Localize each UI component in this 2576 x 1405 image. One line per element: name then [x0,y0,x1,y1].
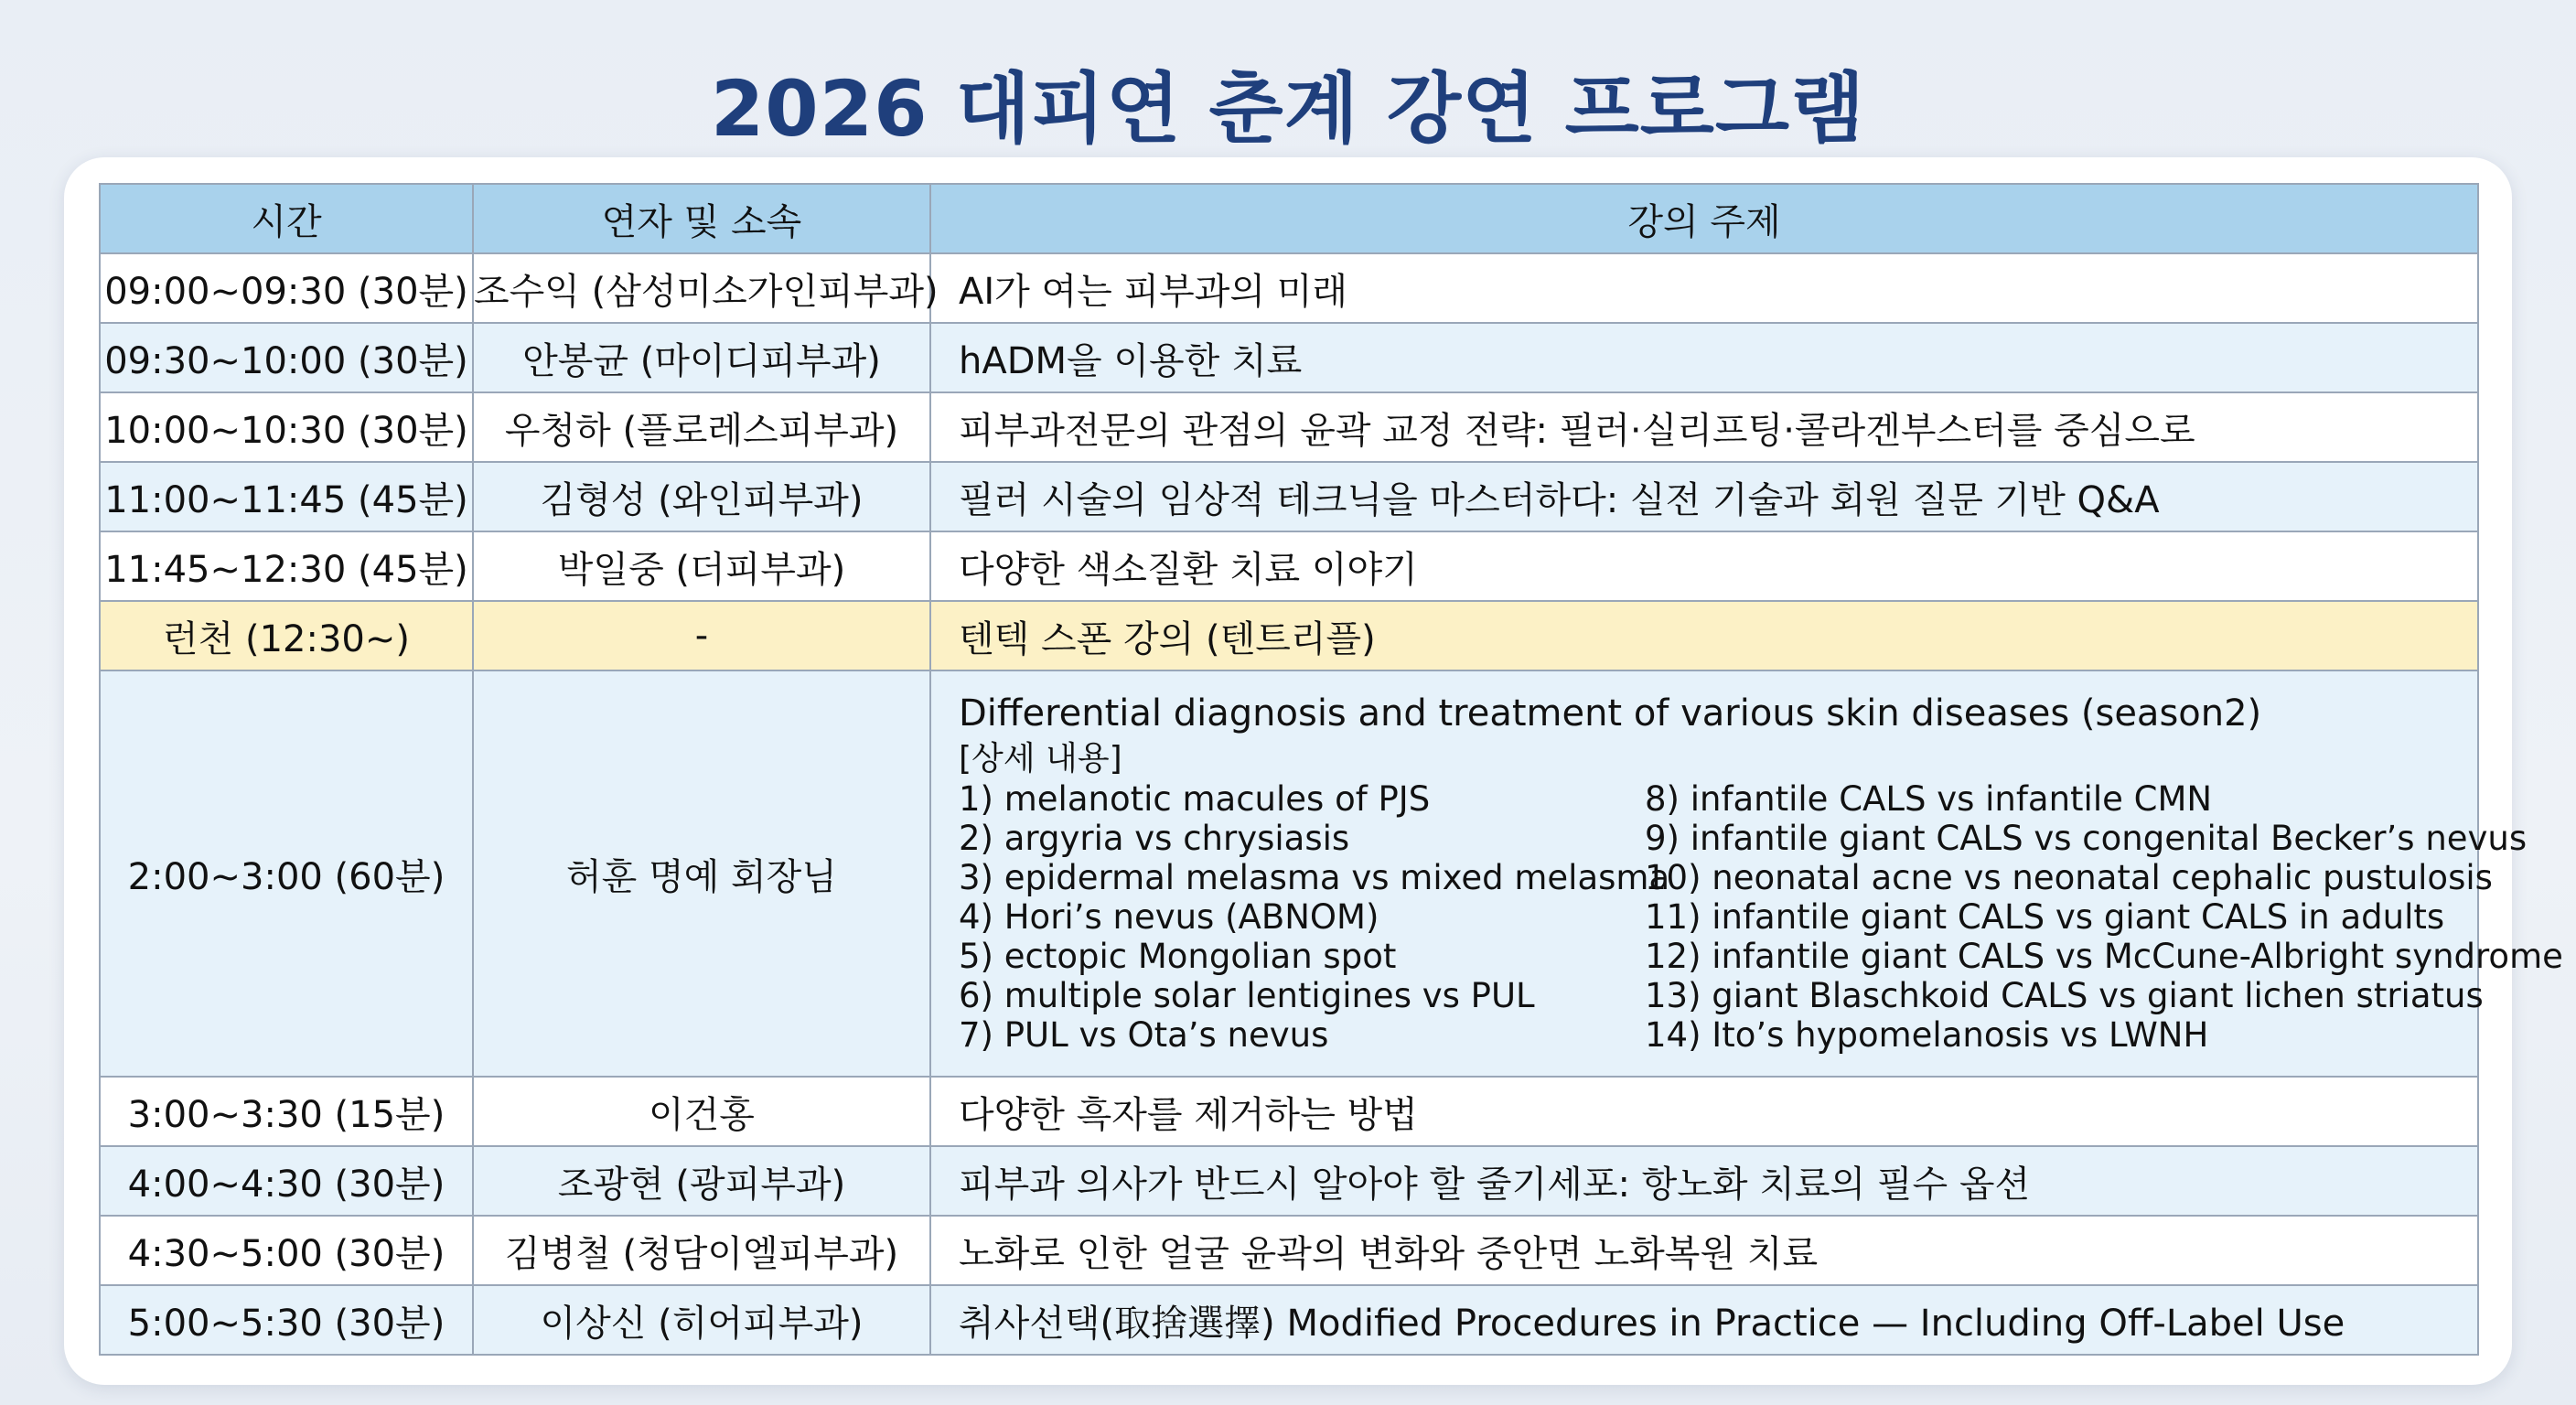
table-row [100,1285,2478,1355]
detail-item: 6) multiple solar lentigines vs PUL [959,975,1535,1015]
detail-item: 7) PUL vs Ota’s nevus [959,1014,1329,1055]
row-time: 5:00~5:30 (30분) [100,1285,473,1355]
table-row [100,462,2478,531]
row-time: 런천 (12:30~) [100,601,473,670]
detail-item: 9) infantile giant CALS vs congenital Becker’s nevus [1645,818,2528,858]
row-speaker: 안봉균 (마이디피부과) [473,323,930,392]
header-topic: 강의 주제 [930,184,2478,253]
row-time: 4:00~4:30 (30분) [100,1146,473,1216]
detail-item: 10) neonatal acne vs neonatal cephalic pustulosis [1645,857,2493,897]
row-speaker: 우청하 (플로레스피부과) [473,392,930,462]
lecture-title: Differential diagnosis and treatment of various skin diseases (season2) [959,692,2262,735]
row-time: 09:00~09:30 (30분) [100,253,473,323]
row-topic: 노화로 인한 얼굴 윤곽의 변화와 중안면 노화복원 치료 [930,1216,2478,1285]
row-speaker: 조광현 (광피부과) [473,1146,930,1216]
row-time: 2:00~3:00 (60분) [100,670,473,1077]
row-speaker: - [473,601,930,670]
featured-lecture-row [100,670,2478,1077]
table-row [100,1077,2478,1146]
program-table [99,183,2563,1356]
row-time: 11:00~11:45 (45분) [100,462,473,531]
row-topic: 다양한 흑자를 제거하는 방법 [930,1077,2478,1146]
detail-item: 4) Hori’s nevus (ABNOM) [959,896,1379,937]
detail-item: 5) ectopic Mongolian spot [959,936,1397,976]
row-time: 09:30~10:00 (30분) [100,323,473,392]
row-time: 3:00~3:30 (15분) [100,1077,473,1146]
detail-item: 11) infantile giant CALS vs giant CALS in adults [1645,896,2445,937]
row-speaker: 이상신 (히어피부과) [473,1285,930,1355]
detail-item: 14) Ito’s hypomelanosis vs LWNH [1645,1014,2209,1055]
detail-item: 2) argyria vs chrysiasis [959,818,1350,858]
detail-list-left [959,778,1670,1055]
row-speaker: 박일중 (더피부과) [473,531,930,601]
row-topic: 다양한 색소질환 치료 이야기 [930,531,2478,601]
detail-item: 12) infantile giant CALS vs McCune-Albright syndrome [1645,936,2563,976]
table-row [100,1146,2478,1216]
table-row [100,1216,2478,1285]
detail-item: 1) melanotic macules of PJS [959,778,1431,819]
page-title: 2026 대피연 춘계 강연 프로그램 [710,64,1866,154]
row-speaker: 이건홍 [473,1077,930,1146]
lunch-row [100,601,2478,670]
row-topic: 텐텍 스폰 강의 (텐트리플) [930,601,2478,670]
row-speaker: 조수익 (삼성미소가인피부과) [473,253,930,323]
row-topic: AI가 여는 피부과의 미래 [930,253,2478,323]
row-speaker: 허훈 명예 회장님 [473,670,930,1077]
detail-item: 3) epidermal melasma vs mixed melasma [959,857,1670,897]
row-topic [930,670,2563,1077]
row-topic: 취사선택(取捨選擇) Modified Procedures in Practice — Including Off-Label Use [930,1285,2478,1355]
table-row [100,392,2478,462]
table-row [100,531,2478,601]
row-topic: hADM을 이용한 치료 [930,323,2478,392]
row-topic: 필러 시술의 임상적 테크닉을 마스터하다: 실전 기술과 회원 질문 기반 Q&A [930,462,2478,531]
row-topic: 피부과 의사가 반드시 알아야 할 줄기세포: 항노화 치료의 필수 옵션 [930,1146,2478,1216]
header-time: 시간 [100,184,473,253]
row-time: 4:30~5:00 (30분) [100,1216,473,1285]
table-row [100,253,2478,323]
row-topic: 피부과전문의 관점의 윤곽 교정 전략: 필러·실리프팅·콜라겐부스터를 중심으로 [930,392,2478,462]
detail-label: [상세 내용] [959,739,1122,778]
detail-item: 8) infantile CALS vs infantile CMN [1645,778,2213,819]
header-speaker: 연자 및 소속 [473,184,930,253]
row-speaker: 김형성 (와인피부과) [473,462,930,531]
detail-list-right [1645,778,2563,1055]
row-time: 11:45~12:30 (45분) [100,531,473,601]
row-speaker: 김병철 (청담이엘피부과) [473,1216,930,1285]
detail-item: 13) giant Blaschkoid CALS vs giant lichen striatus [1645,975,2484,1015]
table-header-row [100,184,2478,253]
table-row [100,323,2478,392]
row-time: 10:00~10:30 (30분) [100,392,473,462]
